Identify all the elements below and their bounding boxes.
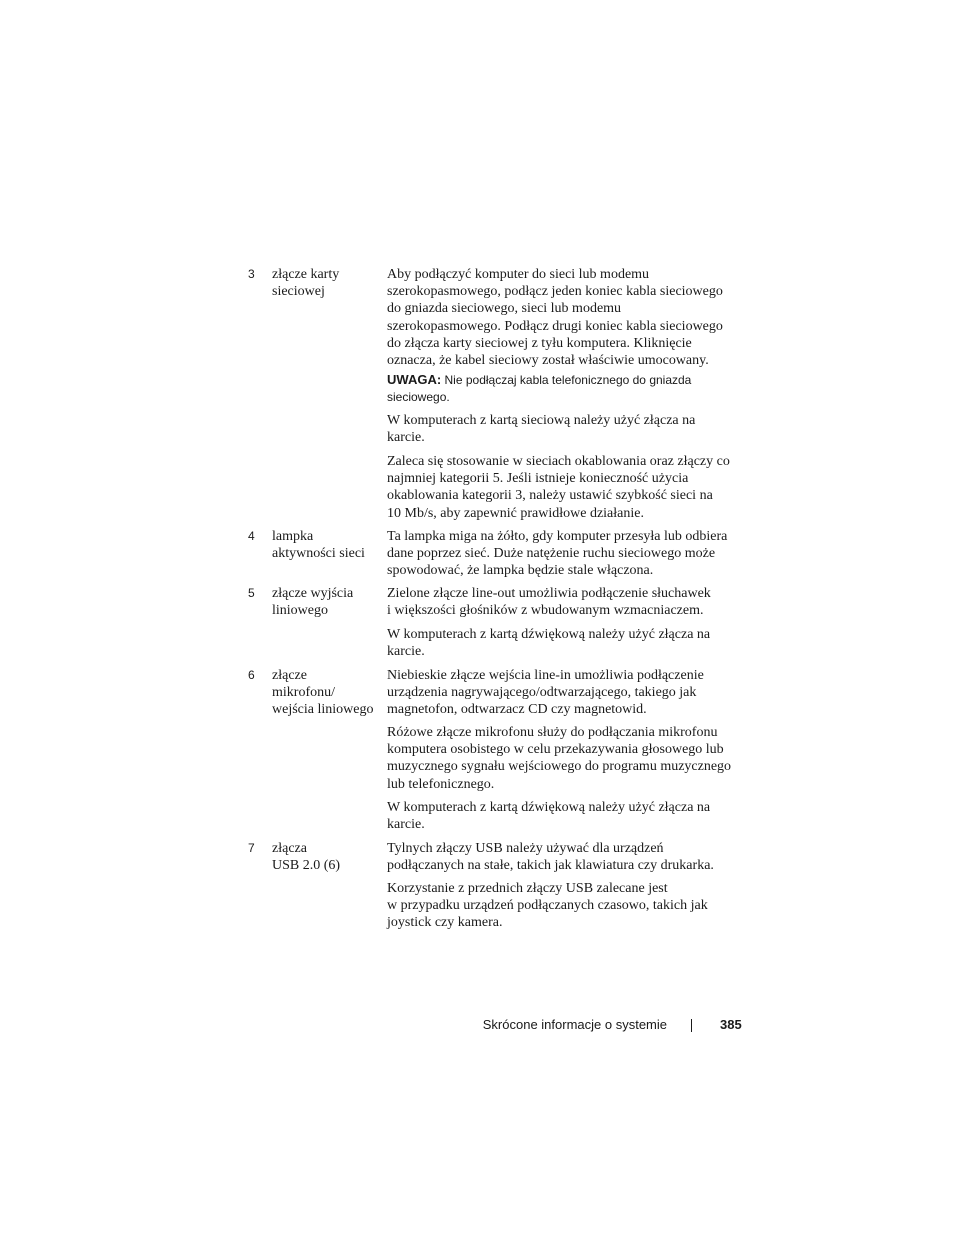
text-line: karcie. — [387, 644, 425, 660]
note-block — [387, 371, 739, 407]
description-paragraph — [387, 840, 739, 874]
row-label — [272, 840, 380, 874]
label-line: sieciowej — [272, 284, 325, 300]
text-line: Zaleca się stosowanie w sieciach okablowania oraz złączy co — [387, 454, 730, 469]
note-text: Nie podłączaj kabla telefonicznego do gniazda — [444, 373, 692, 387]
description-paragraph — [387, 880, 739, 932]
text-line: karcie. — [387, 430, 425, 446]
label-line: USB 2.0 (6) — [272, 858, 341, 874]
text-line: Ta lampka miga na żółto, gdy komputer przesyła lub odbiera — [387, 529, 728, 544]
note-label: UWAGA: — [387, 372, 442, 387]
text-line: najmniej kategorii 5. Jeśli istnieje konieczność użycia — [387, 471, 689, 487]
note-line — [387, 371, 739, 389]
text-line: lub telefonicznego. — [387, 776, 495, 792]
label-line: złącze karty — [272, 267, 340, 282]
text-line: W komputerach z kartą sieciową należy użyć złącza na — [387, 413, 696, 428]
text-line: muzycznego sygnału wejściowego do programu muzycznego — [387, 759, 732, 775]
text-line: Korzystanie z przednich złączy USB zalecane jest — [387, 881, 668, 896]
row-description — [387, 266, 739, 369]
text-line: Aby podłączyć komputer do sieci lub modemu — [387, 267, 650, 282]
text-line: Niebieskie złącze wejścia line-in umożliwia podłączenie — [387, 668, 704, 683]
description-paragraph — [387, 528, 739, 580]
description-paragraph — [387, 799, 739, 833]
text-line: szerokopasmowego. Podłącz drugi koniec kabla sieciowego — [387, 318, 723, 334]
label-line: aktywności sieci — [272, 546, 365, 562]
text-line: Zielone złącze line-out umożliwia podłączenie słuchawek — [387, 586, 711, 601]
description-paragraph — [387, 585, 739, 619]
row-label — [272, 585, 380, 619]
description-paragraph — [387, 453, 739, 522]
text-line: W komputerach z kartą dźwiękową należy użyć złącza na — [387, 627, 711, 642]
row-number: 7 — [248, 841, 255, 855]
note-text: sieciowego. — [387, 390, 450, 405]
row-number: 3 — [248, 267, 255, 281]
text-line: magnetofon, odtwarzacz CD czy magnetowid. — [387, 702, 647, 718]
label-line: wejścia liniowego — [272, 702, 374, 718]
page-number: 385 — [720, 1017, 742, 1032]
description-paragraph — [387, 626, 739, 660]
text-line: komputera osobistego w celu przekazywania głosowego lub — [387, 742, 724, 758]
label-line: liniowego — [272, 603, 328, 619]
text-line: 10 Mb/s, aby zapewnić prawidłowe działanie. — [387, 505, 644, 521]
text-line: w przypadku urządzeń podłączanych czasowo, takich jak — [387, 898, 708, 914]
label-line: mikrofonu/ — [272, 685, 335, 701]
row-number: 4 — [248, 529, 255, 543]
text-line: urządzenia nagrywającego/odtwarzającego, takiego jak — [387, 685, 697, 701]
description-paragraph — [387, 667, 739, 719]
row-label — [272, 667, 380, 719]
text-line: i większości głośników z wbudowanym wzmacniaczem. — [387, 603, 704, 619]
row-label — [272, 266, 380, 300]
label-line: złącza — [272, 841, 307, 856]
text-line: oznacza, że kabel sieciowy został właściwie umocowany. — [387, 353, 709, 369]
text-line: dane poprzez sieć. Duże natężenie ruchu sieciowego może — [387, 546, 716, 562]
description-paragraph — [387, 412, 739, 446]
footer-divider — [691, 1019, 692, 1032]
footer-section-title: Skrócone informacje o systemie — [482, 1017, 667, 1032]
label-line: lampka — [272, 529, 314, 544]
label-line: złącze — [272, 668, 307, 683]
text-line: podłączanych na stałe, takich jak klawiatura czy drukarka. — [387, 858, 714, 874]
text-line: karcie. — [387, 817, 425, 833]
text-line: Różowe złącze mikrofonu służy do podłączania mikrofonu — [387, 725, 718, 740]
text-line: okablowania kategorii 3, należy ustawić szybkość sieci na — [387, 488, 713, 504]
text-line: do gniazda sieciowego, sieci lub modemu — [387, 301, 622, 317]
label-line: złącze wyjścia — [272, 586, 354, 601]
row-number: 6 — [248, 668, 255, 682]
text-line: do złącza karty sieciowej z tyłu komputera. Kliknięcie — [387, 335, 692, 351]
text-line: spowodować, że lampka będzie stale włączona. — [387, 563, 654, 579]
row-label — [272, 528, 380, 562]
row-number: 5 — [248, 586, 255, 600]
description-paragraph — [387, 266, 739, 369]
text-line: joystick czy kamera. — [387, 915, 503, 931]
text-line: Tylnych złączy USB należy używać dla urządzeń — [387, 841, 664, 856]
description-paragraph — [387, 724, 739, 793]
text-line: szerokopasmowego, podłącz jeden koniec kabla sieciowego — [387, 284, 723, 300]
text-line: W komputerach z kartą dźwiękową należy użyć złącza na — [387, 800, 711, 815]
